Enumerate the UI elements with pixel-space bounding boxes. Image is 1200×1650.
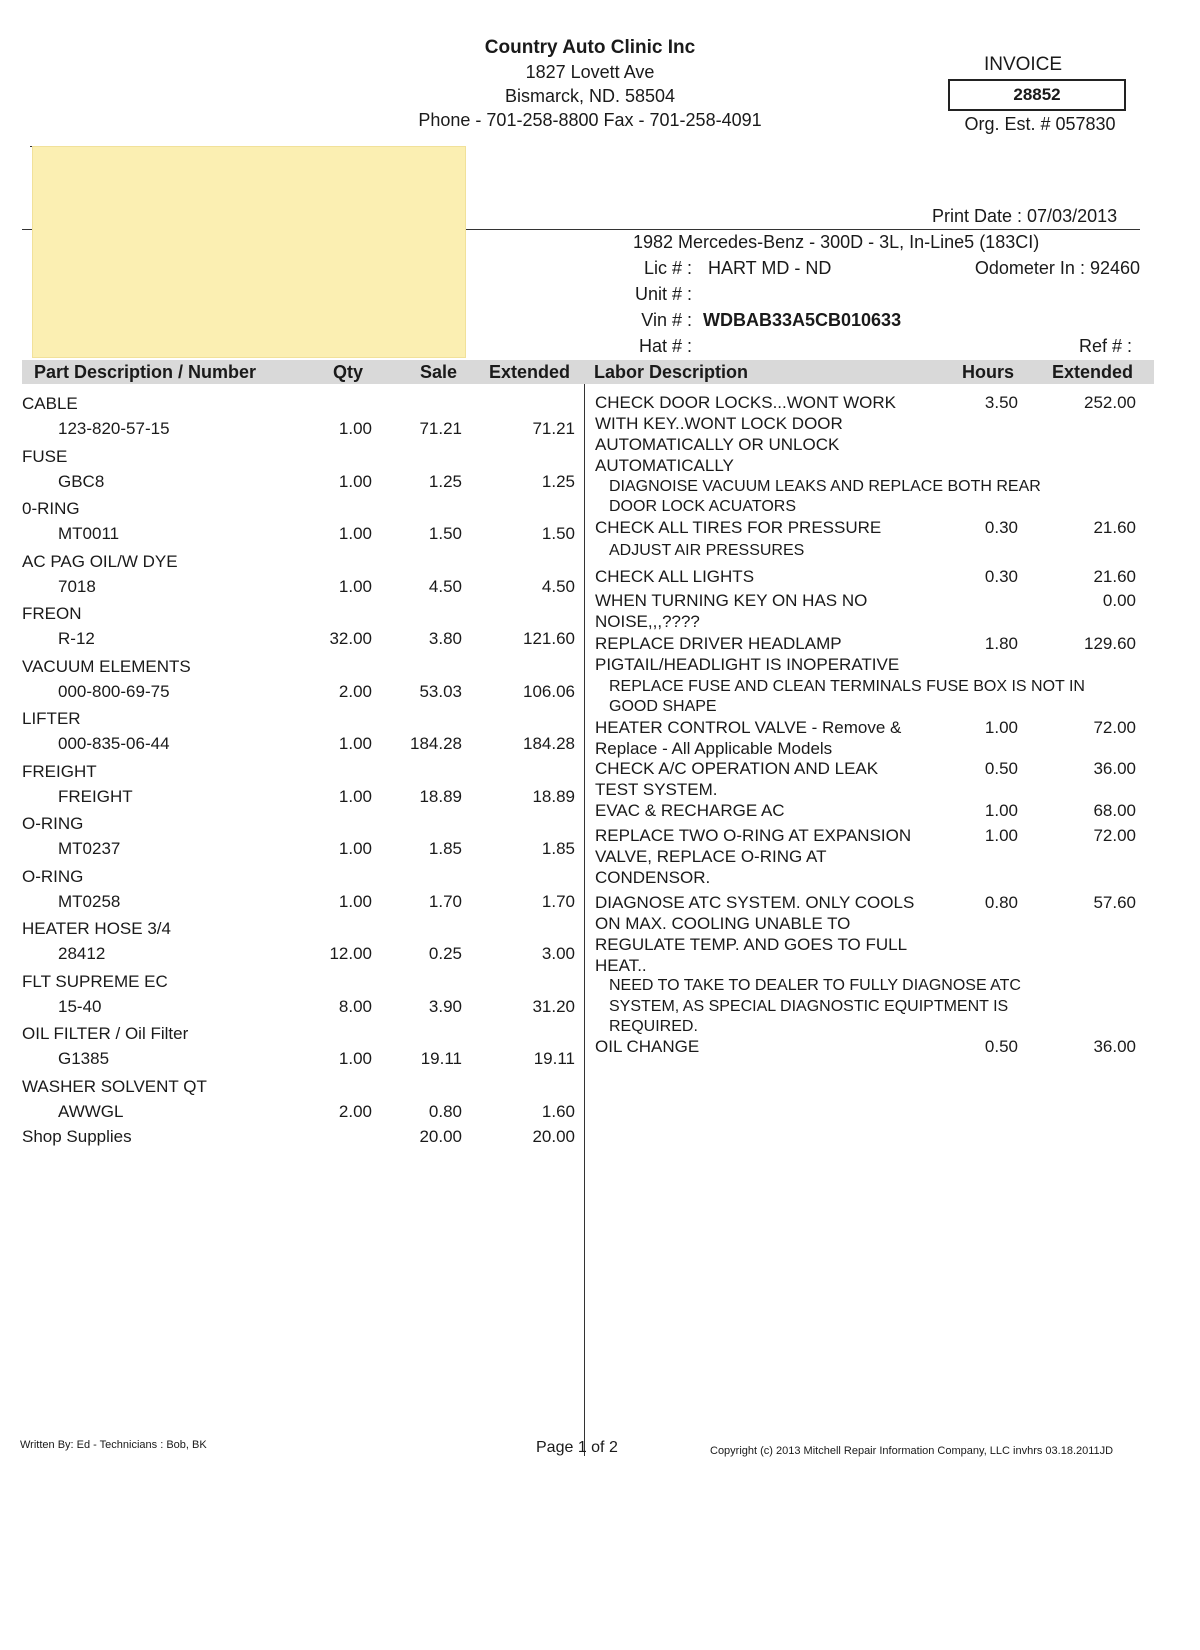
labor-hours: 0.30 <box>984 567 1018 586</box>
labor-description: CHECK A/C OPERATION AND LEAK <box>595 759 879 778</box>
labor-description: VALVE, REPLACE O-RING AT <box>595 847 827 866</box>
labor-note: REPLACE FUSE AND CLEAN TERMINALS FUSE BOX IS NOT IN <box>609 678 1085 695</box>
labor-description: DIAGNOSE ATC SYSTEM. ONLY COOLS <box>595 893 915 912</box>
part-description: CABLE <box>22 394 78 413</box>
part-number: FREIGHT <box>58 786 133 806</box>
labor-description: CHECK DOOR LOCKS...WONT WORK <box>595 393 896 412</box>
labor-extended: 21.60 <box>1093 567 1136 586</box>
labor-extended: 72.00 <box>1093 826 1136 845</box>
company-phone: Phone - 701-258-8800 Fax - 701-258-4091 <box>418 110 762 130</box>
labor-description: ON MAX. COOLING UNABLE TO <box>595 914 851 933</box>
part-sale: 1.25 <box>428 471 462 491</box>
labor-description: REPLACE DRIVER HEADLAMP <box>595 634 842 653</box>
labor-description: HEAT.. <box>595 956 647 975</box>
part-qty: 1.00 <box>338 891 372 911</box>
part-qty: 1.00 <box>338 576 372 596</box>
header-hours: Hours <box>962 362 1015 382</box>
part-sale: 0.25 <box>428 944 462 963</box>
labor-note: SYSTEM, AS SPECIAL DIAGNOSTIC EQUIPTMENT IS <box>609 998 1009 1015</box>
part-qty: 1.00 <box>338 734 372 753</box>
part-extended: 106.06 <box>523 681 575 701</box>
lic-value: HART MD - ND <box>708 258 832 278</box>
part-extended: 71.21 <box>532 419 575 438</box>
part-qty: 32.00 <box>329 629 372 648</box>
labor-description: EVAC & RECHARGE AC <box>595 801 785 820</box>
part-qty: 1.00 <box>338 1049 372 1068</box>
part-extended: 184.28 <box>523 734 575 753</box>
part-extended: 1.70 <box>541 891 575 911</box>
lic-label: Lic # : <box>643 258 692 278</box>
part-description: O-RING <box>22 866 84 886</box>
vin-label: Vin # : <box>641 310 692 330</box>
labor-description: PIGTAIL/HEADLIGHT IS INOPERATIVE <box>595 655 900 674</box>
labor-extended: 21.60 <box>1093 518 1136 537</box>
labor-hours: 1.80 <box>984 634 1018 653</box>
labor-hours: 0.80 <box>984 893 1018 912</box>
part-extended: 1.25 <box>541 471 575 491</box>
part-sale: 71.21 <box>419 419 462 438</box>
part-extended: 4.50 <box>541 576 575 596</box>
labor-hours: 1.00 <box>984 826 1018 845</box>
part-description: O-RING <box>22 814 84 833</box>
labor-note: GOOD SHAPE <box>609 698 717 715</box>
part-description: HEATER HOSE 3/4 <box>22 919 171 938</box>
labor-hours: 0.50 <box>984 1037 1018 1056</box>
part-sale: 3.80 <box>428 629 462 648</box>
hat-label: Hat # : <box>638 336 692 356</box>
part-qty: 1.00 <box>338 839 372 858</box>
company-block <box>380 36 800 132</box>
header-sale: Sale <box>420 362 458 382</box>
part-number: MT0011 <box>58 524 120 543</box>
labor-description: Replace - All Applicable Models <box>595 739 833 758</box>
copyright-notice: Copyright (c) 2013 Mitchell Repair Information Company, LLC invhrs 03.18.2011JD <box>710 1445 1114 1457</box>
part-description: AC PAG OIL/W DYE <box>22 551 178 571</box>
part-number: GBC8 <box>58 471 105 491</box>
labor-description: WITH KEY..WONT LOCK DOOR <box>595 414 843 433</box>
part-extended: 18.89 <box>532 786 575 806</box>
part-qty: 2.00 <box>338 1101 372 1121</box>
column-divider <box>584 384 585 1456</box>
part-extended: 1.50 <box>541 524 575 543</box>
labor-description: REGULATE TEMP. AND GOES TO FULL <box>595 935 908 954</box>
vehicle-description: 1982 Mercedes-Benz - 300D - 3L, In-Line5 (183CI) <box>633 232 1040 252</box>
shop-supplies-sale: 20.00 <box>419 1127 462 1146</box>
part-description: LIFTER <box>22 709 81 728</box>
part-number: 7018 <box>58 576 96 596</box>
part-qty: 1.00 <box>338 786 372 806</box>
part-description: 0-RING <box>22 499 80 518</box>
part-sale: 19.11 <box>420 1049 462 1068</box>
part-number: 000-835-06-44 <box>58 734 170 753</box>
part-sale: 53.03 <box>419 681 462 701</box>
part-sale: 3.90 <box>428 996 462 1016</box>
labor-extended: 36.00 <box>1093 1037 1136 1056</box>
part-sale: 0.80 <box>428 1101 462 1121</box>
labor-note: REQUIRED. <box>609 1018 698 1035</box>
part-description: FLT SUPREME EC <box>22 971 168 991</box>
header-labor-extended: Extended <box>1052 362 1134 382</box>
labor-extended: 0.00 <box>1102 591 1136 610</box>
labor-description: CHECK ALL TIRES FOR PRESSURE <box>595 518 882 537</box>
part-sale: 184.28 <box>410 734 462 753</box>
labor-description: AUTOMATICALLY OR UNLOCK <box>595 435 840 454</box>
part-number: 000-800-69-75 <box>58 681 170 701</box>
part-extended: 31.20 <box>532 996 575 1016</box>
labor-description: HEATER CONTROL VALVE - Remove & <box>595 718 902 737</box>
unit-label: Unit # : <box>634 284 692 304</box>
labor-extended: 68.00 <box>1093 801 1136 820</box>
part-description: FREON <box>22 604 82 623</box>
part-extended: 1.60 <box>541 1101 575 1121</box>
company-address: 1827 Lovett Ave <box>525 62 655 82</box>
header-qty: Qty <box>333 362 364 382</box>
labor-description: AUTOMATICALLY <box>595 456 734 475</box>
part-extended: 3.00 <box>541 944 575 963</box>
part-description: FREIGHT <box>22 761 97 781</box>
company-city: Bismarck, ND. 58504 <box>504 86 676 106</box>
labor-note: DIAGNOISE VACUUM LEAKS AND REPLACE BOTH REAR <box>609 478 1041 495</box>
header-extended: Extended <box>489 362 571 382</box>
labor-extended: 36.00 <box>1093 759 1136 778</box>
labor-hours: 1.00 <box>984 718 1018 737</box>
part-number: 28412 <box>58 944 106 963</box>
part-description: OIL FILTER / Oil Filter <box>22 1024 189 1043</box>
labor-extended: 252.00 <box>1084 393 1136 412</box>
part-number: MT0258 <box>58 891 121 911</box>
labor-hours: 3.50 <box>984 393 1018 412</box>
header-labor-description: Labor Description <box>594 362 749 382</box>
odometer-in: Odometer In : 92460 <box>974 258 1140 278</box>
labor-description: OIL CHANGE <box>595 1037 700 1056</box>
labor-description: NOISE,,,???? <box>595 612 700 631</box>
part-description: FUSE <box>22 446 68 466</box>
part-sale: 4.50 <box>428 576 462 596</box>
part-extended: 121.60 <box>523 629 575 648</box>
part-number: G1385 <box>58 1049 110 1068</box>
part-number: AWWGL <box>58 1101 124 1121</box>
part-qty: 1.00 <box>338 471 372 491</box>
invoice-number: 28852 <box>948 79 1126 111</box>
header-part-description: Part Description / Number <box>34 362 257 382</box>
labor-extended: 72.00 <box>1093 718 1136 737</box>
part-description: VACUUM ELEMENTS <box>22 656 191 676</box>
part-sale: 1.50 <box>428 524 462 543</box>
labor-extended: 129.60 <box>1084 634 1136 653</box>
written-by: Written By: Ed - Technicians : Bob, BK <box>20 1439 207 1451</box>
labor-note: DOOR LOCK ACUATORS <box>609 498 796 515</box>
labor-note: ADJUST AIR PRESSURES <box>609 542 805 559</box>
labor-hours: 0.50 <box>984 759 1018 778</box>
page-number: Page 1 of 2 <box>536 1439 618 1456</box>
part-extended: 1.85 <box>541 839 575 858</box>
vin-value: WDBAB33A5CB010633 <box>703 310 902 330</box>
shop-supplies-extended: 20.00 <box>532 1127 575 1146</box>
part-sale: 1.70 <box>428 891 462 911</box>
part-number: R-12 <box>58 629 95 648</box>
labor-note: NEED TO TAKE TO DEALER TO FULLY DIAGNOSE ATC <box>609 977 1021 994</box>
sticky-note-redaction <box>32 146 466 358</box>
labor-description: TEST SYSTEM. <box>595 780 718 799</box>
shop-supplies-label: Shop Supplies <box>22 1127 132 1146</box>
part-number: 15-40 <box>58 996 102 1016</box>
labor-description: CONDENSOR. <box>595 868 711 887</box>
part-qty: 2.00 <box>338 681 372 701</box>
part-sale: 18.89 <box>419 786 462 806</box>
part-description: WASHER SOLVENT QT <box>22 1076 207 1096</box>
part-qty: 1.00 <box>338 524 372 543</box>
labor-hours: 1.00 <box>984 801 1018 820</box>
part-extended: 19.11 <box>533 1049 575 1068</box>
ref-label: Ref # : <box>1078 336 1132 356</box>
labor-hours: 0.30 <box>984 518 1018 537</box>
print-date: Print Date : 07/03/2013 <box>932 206 1118 226</box>
part-qty: 8.00 <box>338 996 372 1016</box>
labor-extended: 57.60 <box>1093 893 1136 912</box>
part-qty: 1.00 <box>338 419 372 438</box>
part-sale: 1.85 <box>428 839 462 858</box>
part-number: MT0237 <box>58 839 121 858</box>
labor-description: CHECK ALL LIGHTS <box>595 567 755 586</box>
part-number: 123-820-57-15 <box>58 419 170 438</box>
company-name: Country Auto Clinic Inc <box>484 37 696 58</box>
invoice-label: INVOICE <box>983 54 1063 75</box>
part-qty: 12.00 <box>329 944 372 963</box>
labor-description: REPLACE TWO O-RING AT EXPANSION <box>595 826 912 845</box>
labor-description: WHEN TURNING KEY ON HAS NO <box>595 591 868 610</box>
org-est-number: Org. Est. # 057830 <box>964 114 1116 134</box>
